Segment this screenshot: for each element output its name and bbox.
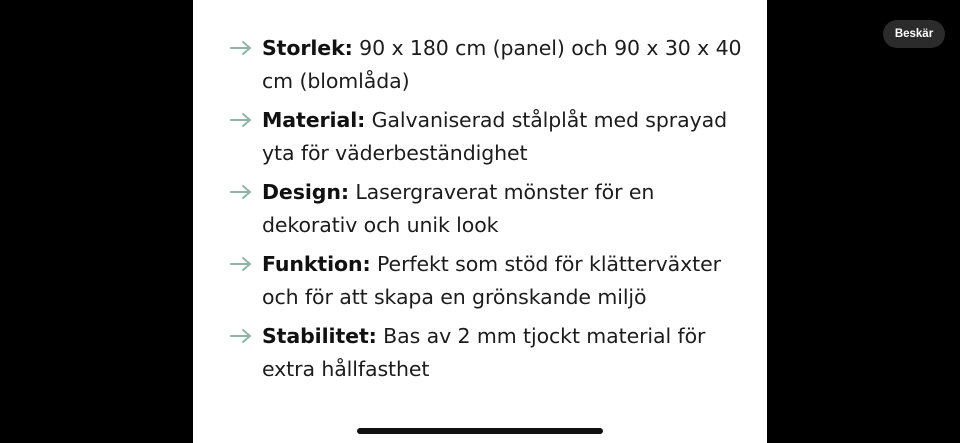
spec-item-stability — [229, 320, 749, 386]
spec-description: Lasergraverat mönster för en dekorativ och unik look — [262, 180, 655, 237]
content-panel — [193, 0, 767, 443]
spec-description: Galvaniserad stålplåt med sprayad yta för väderbeständighet — [262, 108, 727, 165]
spec-term: Material: — [262, 108, 366, 132]
arrow-right-icon — [229, 112, 253, 128]
arrow-right-icon — [229, 328, 253, 344]
spec-term: Design: — [262, 180, 349, 204]
spec-description: Bas av 2 mm tjockt material för extra hållfasthet — [262, 324, 706, 381]
spec-term: Stabilitet: — [262, 324, 377, 348]
home-indicator[interactable] — [357, 428, 603, 434]
spec-term: Funktion: — [262, 252, 371, 276]
spec-list — [229, 32, 749, 392]
spec-item-material — [229, 104, 749, 170]
spec-item-size — [229, 32, 749, 98]
spec-item-function — [229, 248, 749, 314]
crop-button[interactable]: Beskär — [883, 20, 945, 48]
arrow-right-icon — [229, 40, 253, 56]
spec-description: 90 x 180 cm (panel) och 90 x 30 x 40 cm (blomlåda) — [262, 36, 742, 93]
spec-item-design — [229, 176, 749, 242]
spec-description: Perfekt som stöd för klätterväxter och för att skapa en grönskande miljö — [262, 252, 721, 309]
spec-term: Storlek: — [262, 36, 353, 60]
arrow-right-icon — [229, 184, 253, 200]
arrow-right-icon — [229, 256, 253, 272]
